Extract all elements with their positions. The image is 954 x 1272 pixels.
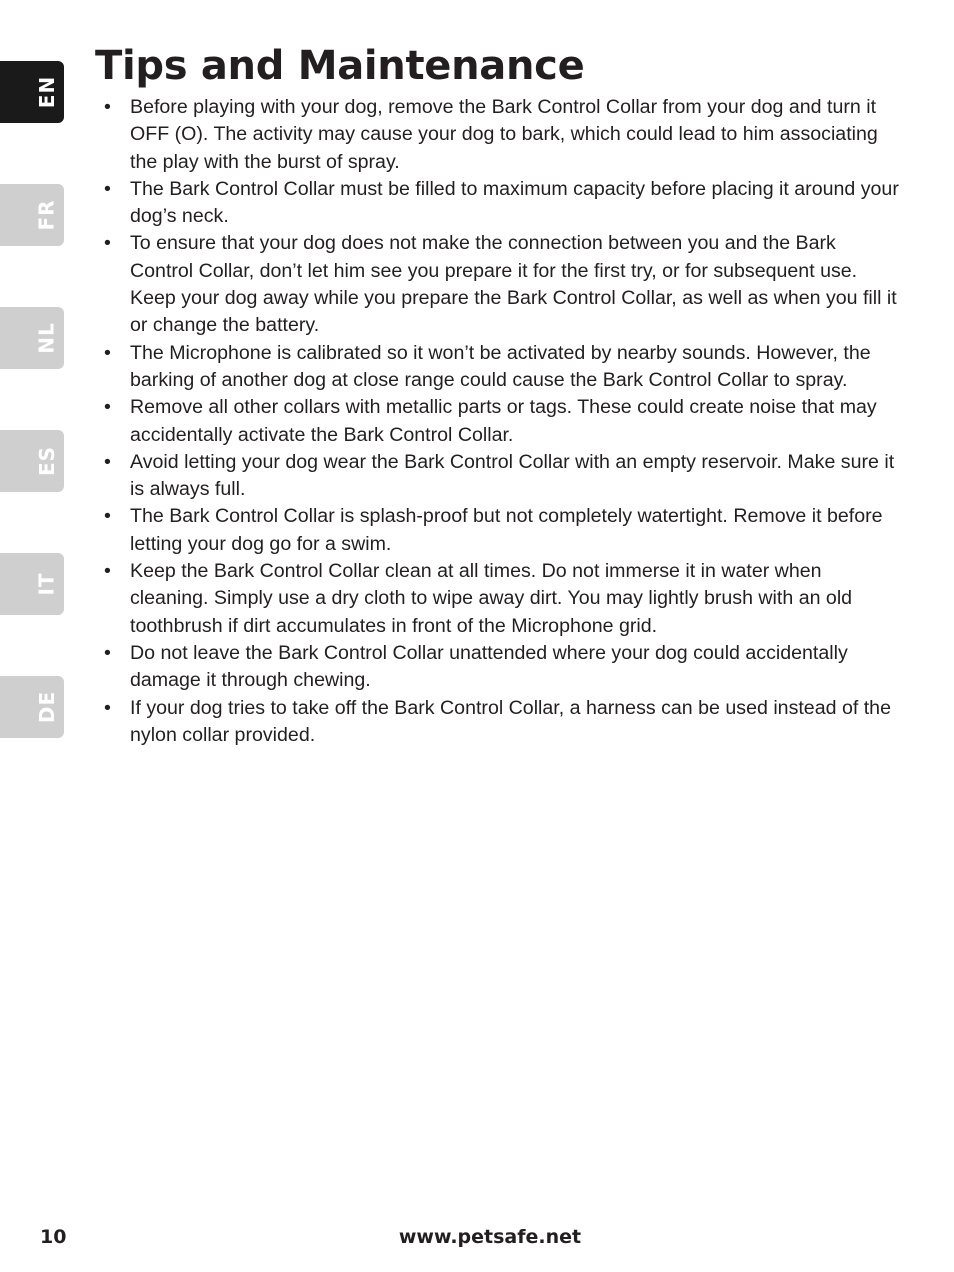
list-item <box>104 340 904 395</box>
list-item <box>104 640 904 695</box>
page-title: Tips and Maintenance <box>95 43 585 89</box>
bullet: • <box>104 341 111 364</box>
tab-language-en[interactable] <box>0 61 64 123</box>
list-item <box>104 558 904 640</box>
tips-list <box>104 94 904 749</box>
footer-url[interactable]: www.petsafe.net <box>398 1226 582 1248</box>
list-item <box>104 176 904 231</box>
tip-text: Keep the Bark Control Collar clean at all times. Do not immerse it in water when cleaning. Simply use a dry cloth to wipe away dirt. You may lightly brush with an old toothbrush if dirt accumulates in front of the Microphone grid. <box>130 560 853 637</box>
tab-language-nl[interactable] <box>0 307 64 369</box>
bullet: • <box>104 232 111 255</box>
bullet: • <box>104 560 111 583</box>
tip-text: Do not leave the Bark Control Collar unattended where your dog could accidentally damage it through chewing. <box>130 641 848 692</box>
tip-text: The Microphone is calibrated so it won’t be activated by nearby sounds. However, the barking of another dog at close range could cause the Bark Control Collar to spray. <box>130 341 871 391</box>
tab-language-de[interactable] <box>0 676 64 738</box>
tab-label: FR <box>35 199 59 231</box>
tab-language-it[interactable] <box>0 553 64 615</box>
list-item <box>104 449 904 504</box>
list-item <box>104 94 904 176</box>
tab-language-fr[interactable] <box>0 184 64 246</box>
bullet: • <box>104 96 111 118</box>
list-item <box>104 394 904 449</box>
bullet: • <box>104 396 111 419</box>
tip-text: The Bark Control Collar must be filled to maximum capacity before placing it around your dog’s neck. <box>130 177 899 228</box>
tab-label: NL <box>34 322 59 354</box>
tab-label: ES <box>34 445 59 477</box>
tip-text: Remove all other collars with metallic parts or tags. These could create noise that may accidentally activate the Bark Control Collar. <box>130 396 877 446</box>
tab-label: IT <box>35 572 59 596</box>
tip-text: To ensure that your dog does not make the connection between you and the Bark Control Collar, don’t let him see you prepare it for the first try, or for subsequent use. Keep your dog away while you prepare the Bark Control Collar, as well as when you fill it or change the battery. <box>130 232 897 337</box>
bullet: • <box>104 505 111 528</box>
tip-text: The Bark Control Collar is splash-proof but not completely watertight. Remove it before letting your dog go for a swim. <box>130 505 883 555</box>
list-item <box>104 230 904 339</box>
tip-text: Avoid letting your dog wear the Bark Control Collar with an empty reservoir. Make sure it is always full. <box>130 450 895 501</box>
bullet: • <box>104 696 111 719</box>
list-item <box>104 503 904 558</box>
tab-label: DE <box>34 690 59 724</box>
list-item <box>104 695 904 750</box>
page-number: 10 <box>40 1226 67 1248</box>
bullet: • <box>104 450 111 473</box>
bullet: • <box>104 177 111 200</box>
tab-language-es[interactable] <box>0 430 64 492</box>
bullet: • <box>104 641 111 664</box>
tip-text: Before playing with your dog, remove the Bark Control Collar from your dog and turn it OFF (O). The activity may cause your dog to bark, which could lead to him associating the play with the burst of spray. <box>130 96 878 173</box>
tip-text: If your dog tries to take off the Bark Control Collar, a harness can be used instead of the nylon collar provided. <box>130 696 891 746</box>
tab-label: EN <box>35 75 59 109</box>
